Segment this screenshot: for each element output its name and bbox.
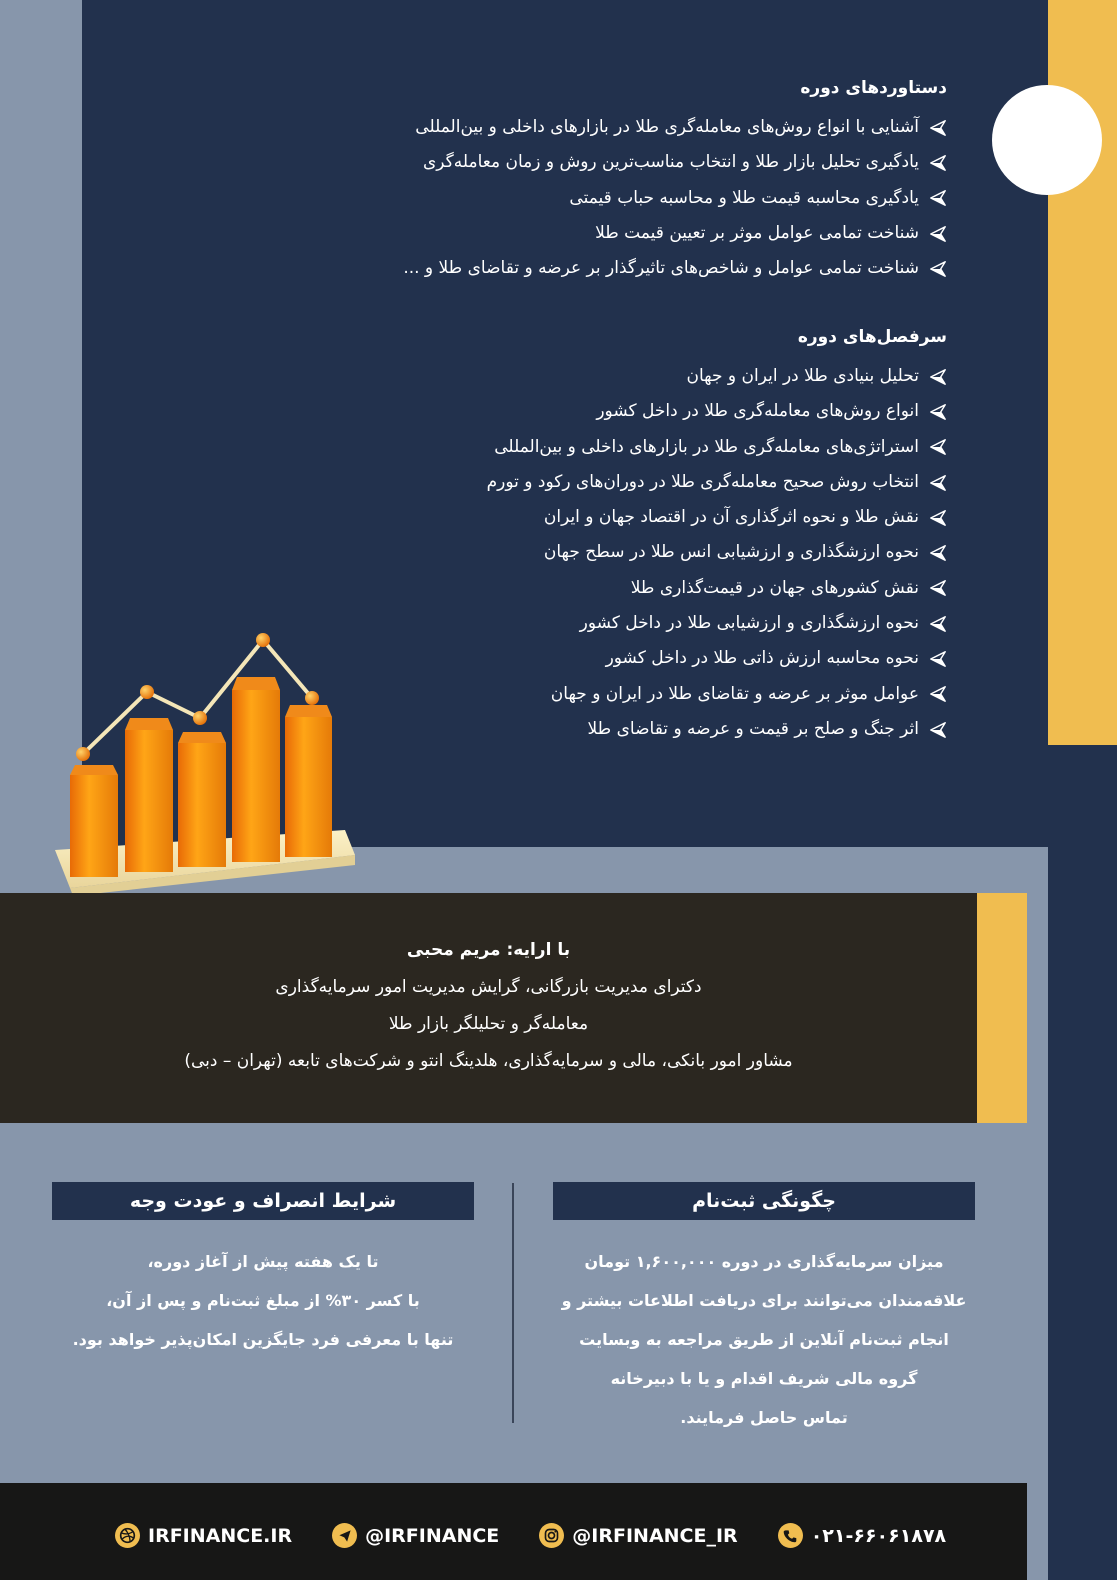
registration-title: چگونگی ثبت‌نام — [553, 1182, 975, 1220]
speaker-name: با ارایه: مریم محبی — [406, 940, 571, 960]
refund-line: تا یک هفته پیش از آغاز دوره، — [147, 1252, 379, 1271]
syllabus-item — [487, 465, 947, 500]
syllabus-text: نحوه ارزشگذاری و ارزشیابی انس طلا در سطح جهان — [543, 542, 919, 563]
gold-bar-chart-illustration — [45, 630, 365, 905]
syllabus-text: نقش کشورهای جهان در قیمت‌گذاری طلا — [630, 577, 919, 598]
refund-line: با کسر ۳۰% از مبلغ ثبت‌نام و پس از آن، — [106, 1291, 420, 1310]
achievement-item — [403, 181, 947, 216]
achievements-list — [403, 110, 947, 286]
website-link[interactable] — [115, 1523, 292, 1548]
achievement-text: یادگیری تحلیل بازار طلا و انتخاب مناسب‌ترین روش و زمان معامله‌گری — [422, 152, 919, 173]
syllabus-item — [487, 535, 947, 570]
achievements-section — [403, 78, 947, 286]
syllabus-section — [487, 327, 947, 747]
achievement-item — [403, 110, 947, 145]
syllabus-text: عوامل موثر بر عرضه و تقاضای طلا در ایران و جهان — [550, 683, 919, 704]
syllabus-item — [487, 359, 947, 394]
syllabus-item — [487, 394, 947, 429]
syllabus-text: اثر جنگ و صلح بر قیمت و عرضه و تقاضای طلا — [587, 718, 919, 739]
syllabus-text: استراتژی‌های معامله‌گری طلا در بازارهای داخلی و بین‌المللی — [494, 436, 919, 457]
achievements-title: دستاوردهای دوره — [800, 78, 947, 98]
syllabus-text: انتخاب روش صحیح معامله‌گری طلا در دوران‌های رکود و تورم — [486, 471, 919, 492]
achievement-text: شناخت تمامی عوامل و شاخص‌های تاثیرگذار بر عرضه و تقاضای طلا و ... — [403, 258, 919, 279]
syllabus-item — [487, 677, 947, 712]
syllabus-list — [487, 359, 947, 747]
navigation-arrow-left-icon — [929, 579, 947, 597]
accent-strip-navy — [1048, 745, 1117, 1580]
decorative-circle — [992, 85, 1102, 195]
navigation-arrow-left-icon — [929, 368, 947, 386]
navigation-arrow-left-icon — [929, 509, 947, 527]
navigation-arrow-left-icon — [929, 225, 947, 243]
dribbble-globe-icon — [115, 1523, 140, 1548]
syllabus-text: انواع روش‌های معامله‌گری طلا در داخل کشور — [596, 401, 919, 422]
telegram-label: @IRFINANCE — [365, 1524, 500, 1547]
achievement-text: آشنایی با انواع روش‌های معامله‌گری طلا در بازارهای داخلی و بین‌المللی — [415, 117, 919, 137]
achievement-text: شناخت تمامی عوامل موثر بر تعیین قیمت طلا — [595, 222, 919, 243]
telegram-link[interactable] — [332, 1523, 499, 1548]
column-divider — [512, 1183, 514, 1423]
registration-body — [553, 1242, 975, 1437]
refund-body — [52, 1242, 474, 1359]
instagram-label: @IRFINANCE_IR — [572, 1524, 738, 1547]
registration-line: علاقه‌مندان می‌توانند برای دریافت اطلاعات بیشتر و — [561, 1291, 967, 1310]
navigation-arrow-left-icon — [929, 615, 947, 633]
syllabus-item — [487, 606, 947, 641]
phone-link[interactable] — [778, 1523, 946, 1548]
speaker-credential: معامله‌گر و تحلیلگر بازار طلا — [388, 1014, 589, 1034]
registration-section — [553, 1182, 975, 1437]
syllabus-text: تحلیل بنیادی طلا در ایران و جهان — [686, 366, 919, 386]
navigation-arrow-left-icon — [929, 119, 947, 137]
achievement-text: یادگیری محاسبه قیمت طلا و محاسبه حباب قیمتی — [569, 187, 919, 208]
contact-footer — [0, 1483, 1027, 1580]
navigation-arrow-left-icon — [929, 685, 947, 703]
achievement-item — [403, 251, 947, 286]
speaker-accent — [977, 893, 1027, 1123]
syllabus-item — [487, 641, 947, 676]
phone-icon — [778, 1523, 803, 1548]
syllabus-text: نقش طلا و نحوه اثرگذاری آن در اقتصاد جهان و ایران — [543, 507, 919, 528]
registration-line: میزان سرمایه‌گذاری در دوره ۱,۶۰۰,۰۰۰ تومان — [584, 1252, 944, 1271]
navigation-arrow-left-icon — [929, 438, 947, 456]
speaker-credential: مشاور امور بانکی، مالی و سرمایه‌گذاری، هلدینگ انتو و شرکت‌های تابعه (تهران – دبی) — [184, 1051, 793, 1071]
registration-line: انجام ثبت‌نام آنلاین از طریق مراجعه به وبسایت — [579, 1330, 949, 1349]
refund-section — [52, 1182, 474, 1359]
telegram-icon — [332, 1523, 357, 1548]
navigation-arrow-left-icon — [929, 189, 947, 207]
syllabus-item — [487, 430, 947, 465]
speaker-credential: دکترای مدیریت بازرگانی، گرایش مدیریت امور سرمایه‌گذاری — [275, 977, 702, 997]
navigation-arrow-left-icon — [929, 403, 947, 421]
syllabus-item — [487, 712, 947, 747]
navigation-arrow-left-icon — [929, 544, 947, 562]
navigation-arrow-left-icon — [929, 474, 947, 492]
phone-label: ۰۲۱-۶۶۰۶۱۸۷۸ — [810, 1524, 947, 1547]
refund-line: تنها با معرفی فرد جایگزین امکان‌پذیر خواهد بود. — [72, 1330, 454, 1349]
instagram-link[interactable] — [539, 1523, 737, 1548]
instagram-icon — [539, 1523, 564, 1548]
syllabus-item — [487, 500, 947, 535]
syllabus-title: سرفصل‌های دوره — [797, 327, 947, 347]
syllabus-text: نحوه محاسبه ارزش ذاتی طلا در داخل کشور — [605, 648, 919, 669]
syllabus-item — [487, 571, 947, 606]
registration-line: گروه مالی شریف اقدام و یا با دبیرخانه — [610, 1369, 918, 1388]
achievement-item — [403, 145, 947, 180]
navigation-arrow-left-icon — [929, 650, 947, 668]
achievement-item — [403, 216, 947, 251]
navigation-arrow-left-icon — [929, 260, 947, 278]
navigation-arrow-left-icon — [929, 721, 947, 739]
speaker-info — [0, 893, 977, 1123]
navigation-arrow-left-icon — [929, 154, 947, 172]
refund-title: شرایط انصراف و عودت وجه — [52, 1182, 474, 1220]
website-label: IRFINANCE.IR — [148, 1524, 293, 1547]
registration-line: تماس حاصل فرمایند. — [680, 1408, 848, 1427]
syllabus-text: نحوه ارزشگذاری و ارزشیابی طلا در داخل کشور — [579, 613, 919, 634]
